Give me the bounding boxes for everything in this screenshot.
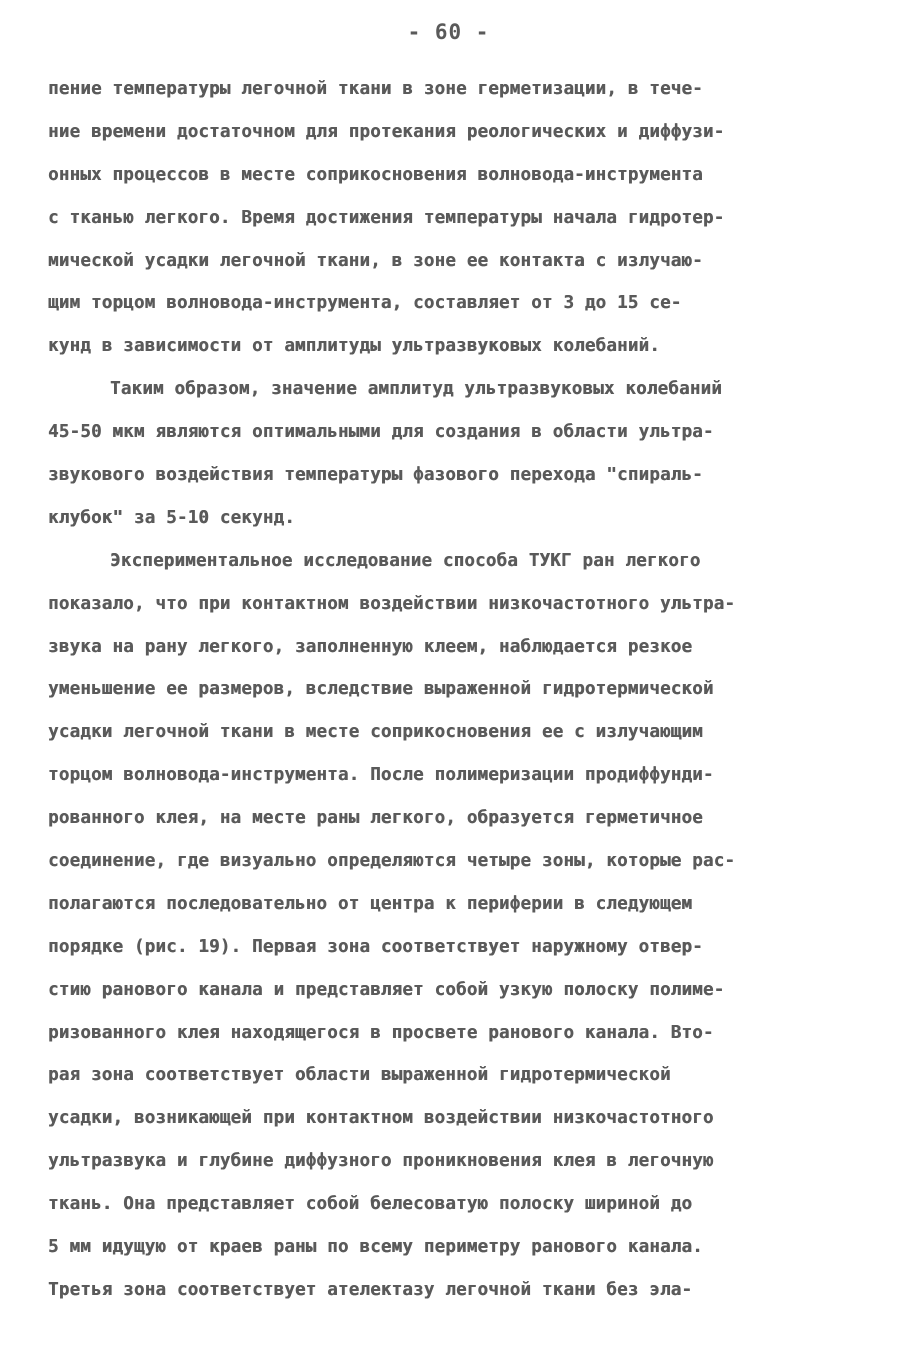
- text-line: соединение, где визуально определяются четыре зоны, которые рас-: [48, 851, 736, 872]
- text-line: 45-50 мкм являются оптимальными для создания в области ультра-: [48, 422, 714, 443]
- text-line: усадки легочной ткани в месте соприкосновения ее с излучающим: [48, 722, 703, 743]
- text-line: порядке (рис. 19). Первая зона соответствует наружному отвер-: [48, 936, 703, 957]
- text-line: торцом волновода-инструмента. После полимеризации продиффунди-: [48, 765, 714, 786]
- text-line: Таким образом, значение амплитуд ультразвуковых колебаний: [110, 379, 722, 400]
- text-line: ризованного клея находящегося в просвете ранового канала. Вто-: [48, 1022, 714, 1043]
- body-text: [48, 68, 848, 1312]
- text-line: показало, что при контактном воздействии низкочастотного ультра-: [48, 593, 736, 614]
- text-line: полагаются последовательно от центра к периферии в следующем: [48, 893, 693, 914]
- text-line: щим торцом волновода-инструмента, составляет от 3 до 15 се-: [48, 293, 682, 314]
- text-line: звукового воздействия температуры фазового перехода "спираль-: [48, 465, 703, 486]
- text-line: уменьшение ее размеров, вследствие выраженной гидротермической: [48, 679, 714, 700]
- text-line: 5 мм идущую от краев раны по всему периметру ранового канала.: [48, 1237, 703, 1258]
- text-line: стию ранового канала и представляет собой узкую полоску полиме-: [48, 979, 725, 1000]
- text-line: Экспериментальное исследование способа ТУКГ ран легкого: [110, 550, 701, 571]
- text-line: рая зона соответствует области выраженной гидротермической: [48, 1065, 671, 1086]
- text-line: Третья зона соответствует ателектазу легочной ткани без эла-: [48, 1279, 693, 1300]
- text-line: пение температуры легочной ткани в зоне герметизации, в тече-: [48, 79, 703, 99]
- text-line: мической усадки легочной ткани, в зоне ее контакта с излучаю-: [48, 250, 703, 271]
- text-line: кунд в зависимости от амплитуды ультразвуковых колебаний.: [48, 336, 660, 357]
- page-number: - 60 -: [407, 20, 490, 44]
- text-line: клубок" за 5-10 секунд.: [48, 507, 295, 528]
- text-line: с тканью легкого. Время достижения температуры начала гидротер-: [48, 207, 725, 228]
- text-line: усадки, возникающей при контактном воздействии низкочастотного: [48, 1108, 714, 1129]
- text-line: ние времени достаточном для протекания реологических и диффузи-: [48, 121, 725, 142]
- text-line: рованного клея, на месте раны легкого, образуется герметичное: [48, 808, 703, 829]
- text-line: онных процессов в месте соприкосновения волновода-инструмента: [48, 164, 703, 185]
- text-line: ткань. Она представляет собой белесоватую полоску шириной до: [48, 1194, 693, 1215]
- text-line: ультразвука и глубине диффузного проникновения клея в легочную: [48, 1151, 714, 1172]
- text-line: звука на рану легкого, заполненную клеем, наблюдается резкое: [48, 636, 693, 657]
